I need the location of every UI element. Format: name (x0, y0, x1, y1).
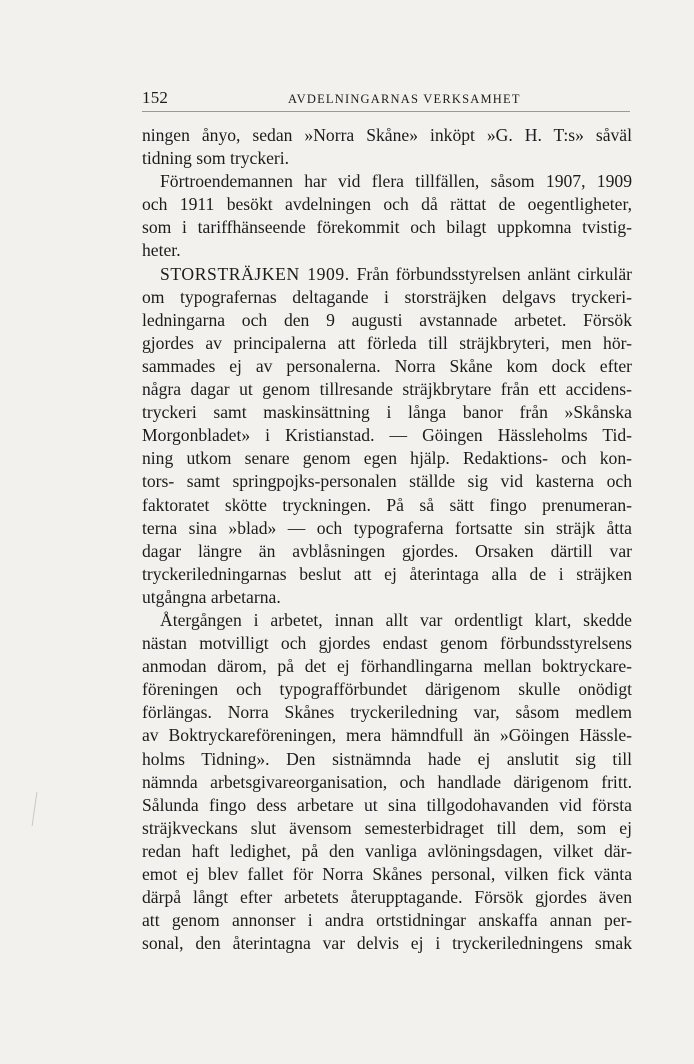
text-line (142, 586, 632, 609)
line-text: Sålunda fingo dess arbetare ut sina tillgodohavanden vid första (142, 794, 632, 815)
line-text: sammades ej av personalerna. Norra Skåne kom dock efter (142, 355, 632, 376)
text-line (142, 470, 632, 493)
text-line (142, 494, 632, 517)
text-line (142, 771, 632, 794)
line-text: utgångna arbetarna. (142, 586, 281, 607)
text-line (142, 701, 632, 724)
text-line (142, 609, 632, 632)
line-text: förlängas. Norra Skånes tryckeriledning var, såsom medlem (142, 702, 632, 723)
text-line (142, 263, 632, 286)
text-line (142, 216, 632, 239)
line-text: nästan motvilligt och gjordes endast genom förbundsstyrelsens (142, 633, 632, 654)
line-text: ningen ånyo, sedan »Norra Skåne» inköpt »G. H. T:s» såväl (142, 125, 632, 145)
line-text: om typografernas deltagande i storsträjken delgavs tryckeri- (142, 286, 632, 307)
line-text: holms Tidning». Den sistnämnda hade ej anslutit sig till (142, 748, 632, 769)
line-text: heter. (142, 240, 181, 261)
text-line (142, 193, 632, 216)
line-text: av Boktryckareföreningen, mera hämndfull än »Göingen Hässle- (142, 725, 632, 746)
margin-pencil-mark (32, 792, 38, 826)
line-text: tors- samt springpojks-personalen ställde sig vid kasterna och (142, 471, 632, 492)
line-text: och 1911 besökt avdelningen och då rättat de oegentligheter, (142, 194, 632, 215)
line-text: redan haft ledighet, på den vanliga avlöningsdagen, vilket där- (142, 840, 632, 861)
text-line (142, 447, 632, 470)
line-text: tryckeriledningarnas beslut att ej återintaga alla de i sträjken (142, 563, 632, 584)
text-line (142, 332, 632, 355)
line-text: sträjkveckans slut ävensom semesterbidraget till dem, som ej (142, 817, 632, 838)
text-line (142, 840, 632, 863)
text-line (142, 655, 632, 678)
text-line (142, 355, 632, 378)
line-text: att genom annonser i andra ortstidningar anskaffa annan per- (142, 910, 632, 931)
text-line (142, 748, 632, 771)
line-text: Från förbundsstyrelsen anlänt cirkulär (349, 263, 632, 284)
line-text: emot ej blev fallet för Norra Skånes personal, vilken fick vänta (142, 864, 632, 884)
line-text: tidning som tryckeri. (142, 148, 290, 169)
text-line (142, 286, 632, 309)
line-text: dagar längre än avblåsningen gjordes. Orsaken därtill var (142, 540, 632, 561)
line-text: föreningen och typografförbundet därigenom skulle onödigt (142, 679, 632, 700)
line-text: gjordes av principalerna att förleda till sträjkbryteri, men hör- (142, 332, 632, 353)
text-line (142, 309, 632, 332)
line-text: anmodan därom, på det ej förhandlingarna mellan boktryckare- (142, 656, 632, 677)
text-line (142, 817, 632, 840)
line-text: terna sina »blad» — och typograferna fortsatte sin sträjk åtta (142, 517, 632, 538)
line-text: ning utkom senare genom egen hjälp. Redaktions- och kon- (142, 448, 632, 469)
line-text: Förtroendemannen har vid flera tillfällen, såsom 1907, 1909 (160, 171, 632, 192)
line-text: tryckeri samt maskinsättning i långa banor från »Skånska (142, 402, 632, 423)
text-line (142, 424, 632, 447)
header-rule (142, 111, 630, 112)
text-line (142, 540, 632, 563)
line-text: sonal, den återintagna var delvis ej i tryckeriledningens smak (142, 933, 632, 954)
text-line (142, 239, 632, 262)
text-line (142, 909, 632, 932)
line-text: faktoratet skötte tryckningen. På så sätt fingo prenumeran- (142, 494, 632, 515)
line-text: några dagar ut genom tillresande sträjkbrytare från ett accidens- (142, 379, 632, 400)
page-header (142, 88, 632, 110)
text-line (142, 124, 632, 147)
line-text: Återgången i arbetet, innan allt var ordentligt klart, skedde (160, 609, 632, 630)
section-heading: STORSTRÄJKEN 1909. (160, 263, 350, 284)
text-line (142, 794, 632, 817)
text-line (142, 863, 632, 886)
line-text: därpå långt efter arbetets återupptagande. Försök gjordes även (142, 887, 632, 908)
text-line (142, 886, 632, 909)
line-text: nämnda arbetsgivareorganisation, och handlade därigenom fritt. (142, 771, 632, 792)
text-line (142, 378, 632, 401)
text-line (142, 678, 632, 701)
text-line (142, 147, 632, 170)
line-text: ledningarna och den 9 augusti avstannade arbetet. Försök (142, 309, 632, 330)
text-line (142, 632, 632, 655)
text-line (142, 517, 632, 540)
page-number: 152 (142, 88, 169, 107)
body-text (142, 124, 632, 955)
text-line (142, 563, 632, 586)
running-title: AVDELNINGARNAS VERKSAMHET (288, 92, 521, 106)
text-line (142, 170, 632, 193)
text-line (142, 932, 632, 955)
text-line (142, 401, 632, 424)
text-line (142, 724, 632, 747)
line-text: som i tariffhänseende förekommit och bilagt uppkomna tvistig- (142, 217, 632, 238)
line-text: Morgonbladet» i Kristianstad. — Göingen Hässleholms Tid- (142, 425, 632, 446)
